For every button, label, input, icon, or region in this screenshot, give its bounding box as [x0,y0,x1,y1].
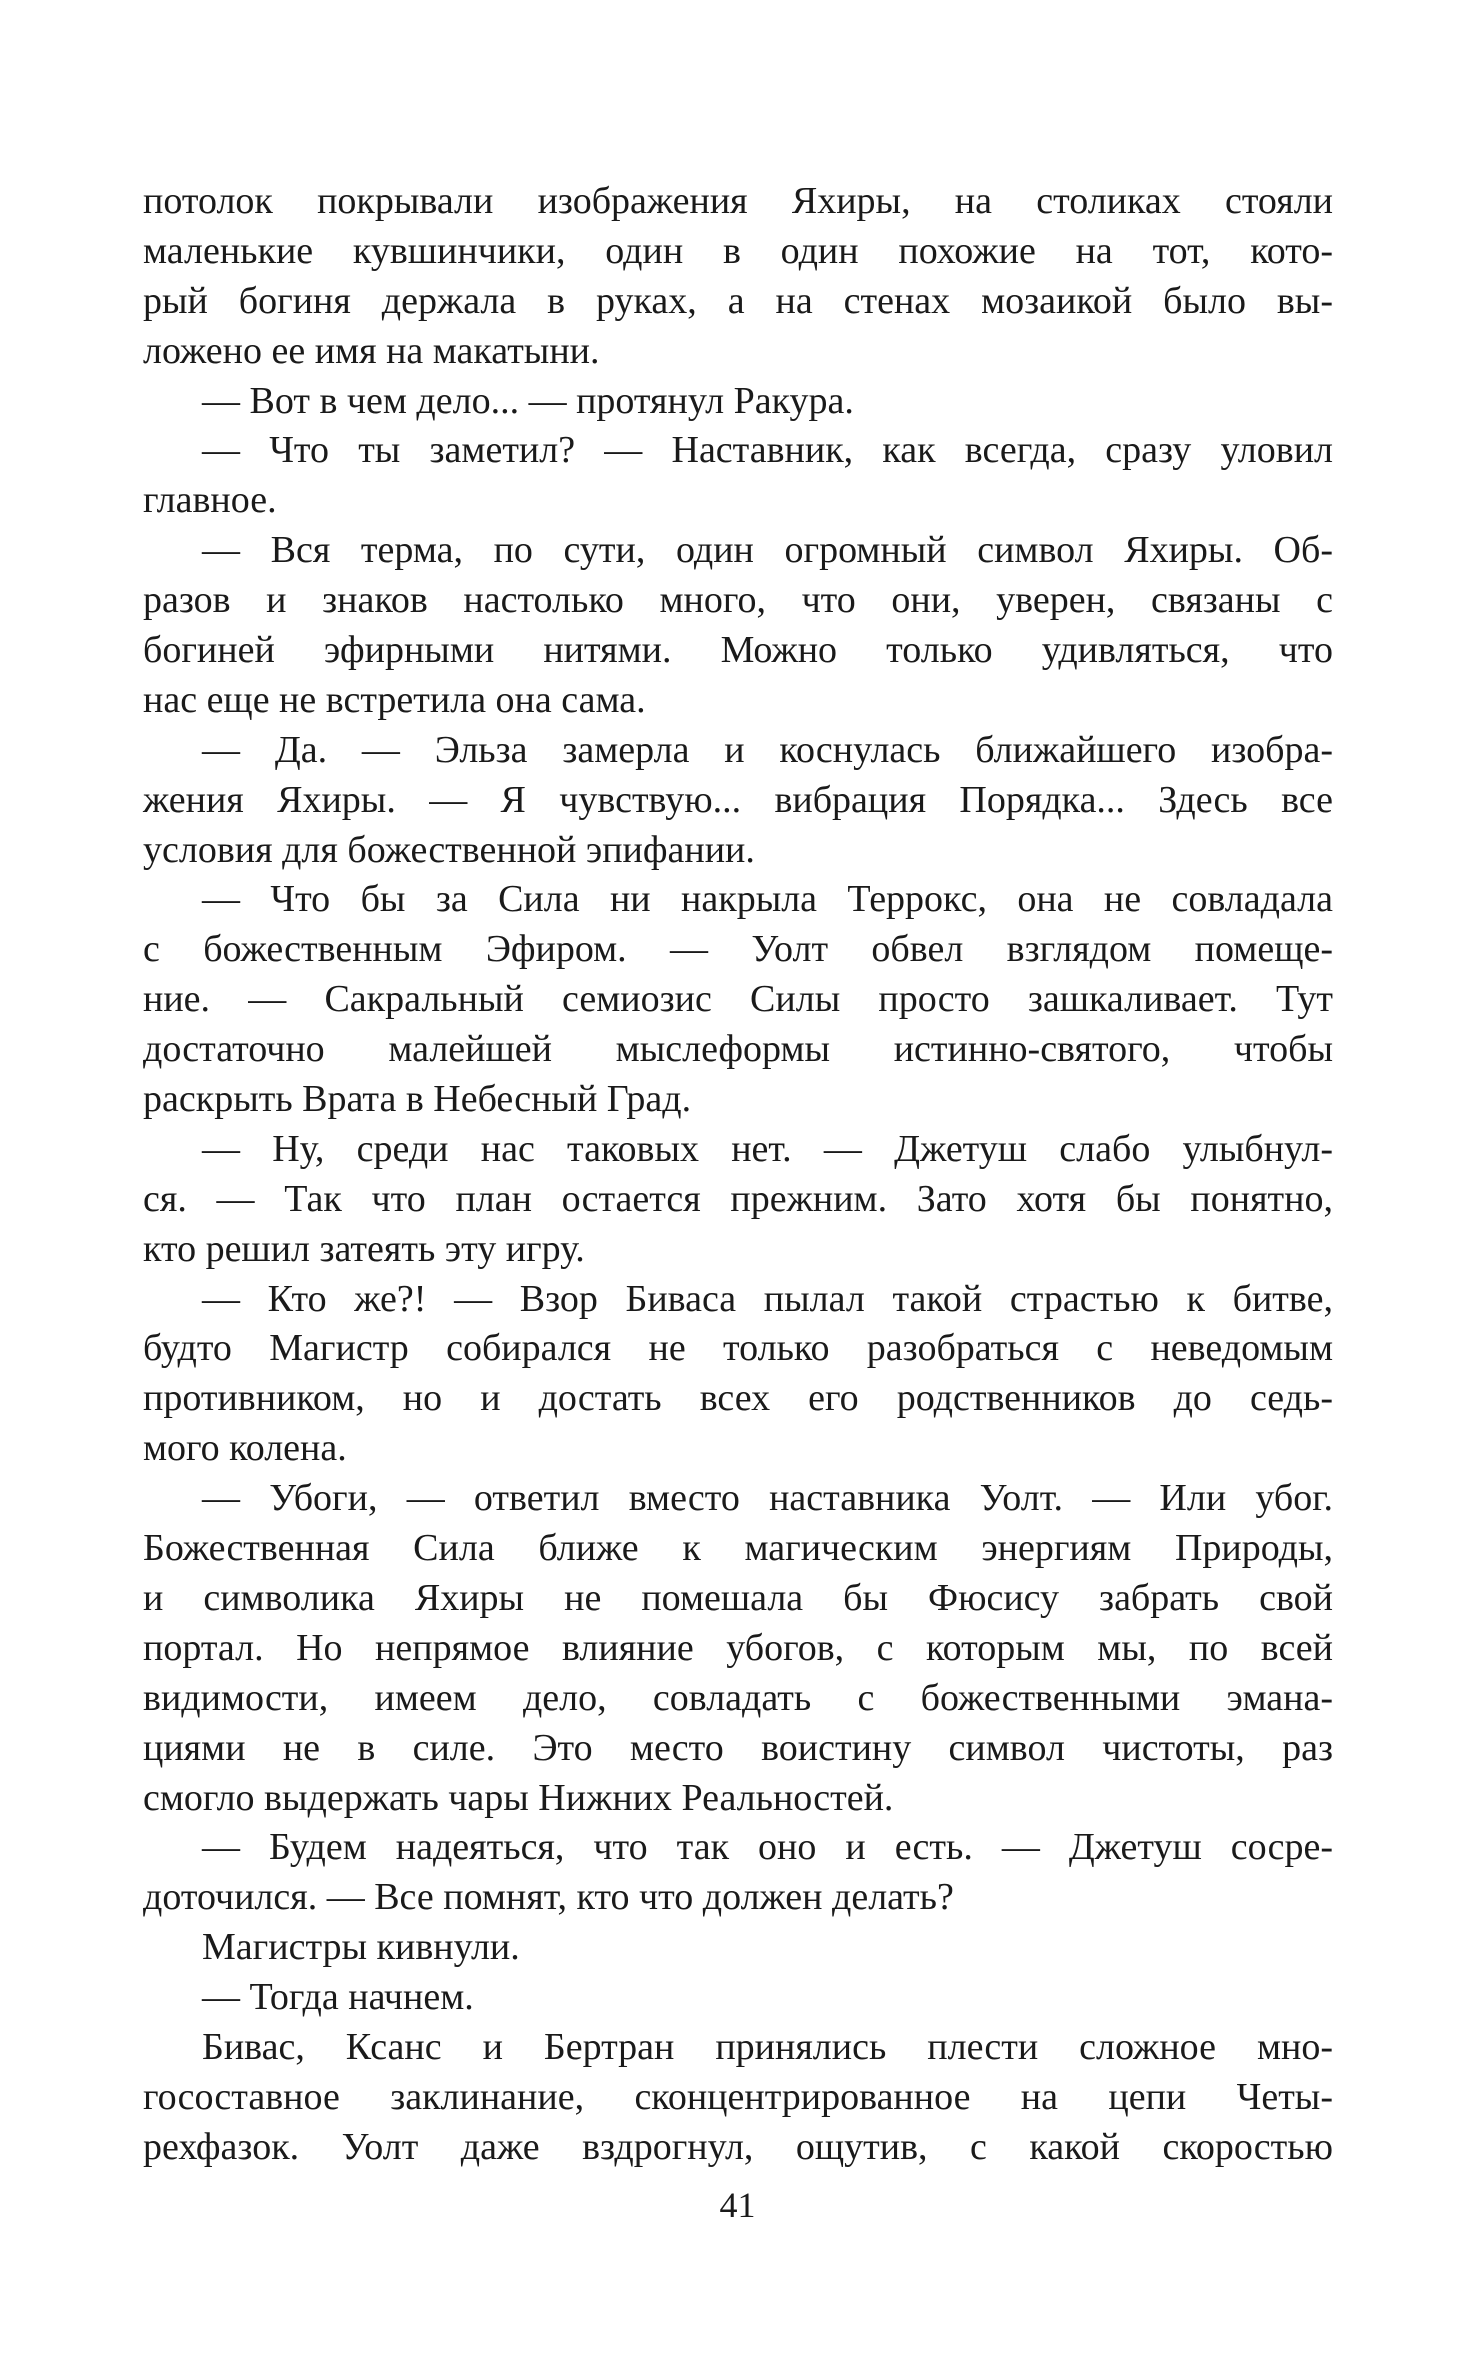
page-number: 41 [719,2185,756,2225]
text-line: — Вся терма, по сути, один огромный символ Яхиры. Об- [202,529,1333,572]
text-line: — Вот в чем дело... — протянул Ракура. [202,379,854,422]
text-line: жения Яхиры. — Я чувствую... вибрация Порядка... Здесь все [143,778,1333,821]
text-line: потолок покрывали изображения Яхиры, на столиках стояли [143,180,1333,222]
text-line: рый богиня держала в руках, а на стенах мозаикой было вы- [143,279,1333,322]
text-line: — Да. — Эльза замерла и коснулась ближайшего изобра- [202,728,1333,771]
text-line: кто решил затеять эту игру. [143,1227,585,1270]
text-line: рехфазок. Уолт даже вздрогнул, ощутив, с какой скоростью [143,2125,1333,2168]
text-line: Бивас, Ксанс и Бертран принялись плести сложное мно- [202,2025,1333,2068]
text-line: ние. — Сакральный семиозис Силы просто зашкаливает. Тут [143,978,1333,1021]
text-line: ложено ее имя на макатыни. [143,329,600,372]
text-line: нас еще не встретила она сама. [143,678,646,721]
text-line: с божественным Эфиром. — Уолт обвел взглядом помеще- [143,928,1333,971]
text-line: — Что бы за Сила ни накрыла Террокс, она не совладала [202,878,1333,921]
text-line: мого колена. [143,1427,347,1470]
text-line: разов и знаков настолько много, что они, уверен, связаны с [143,579,1333,622]
text-line: раскрыть Врата в Небесный Град. [143,1078,692,1121]
text-line: богиней эфирными нитями. Можно только удивляться, что [143,629,1333,672]
text-line: смогло выдержать чары Нижних Реальностей. [143,1776,894,1819]
text-line: условия для божественной эпифании. [143,828,755,871]
text-line: циями не в силе. Это место воистину символ чистоты, раз [143,1726,1333,1769]
body-text [143,177,1333,2173]
text-line: — Будем надеяться, что так оно и есть. — Джетуш сосре- [202,1826,1333,1869]
text-line: портал. Но непрямое влияние убогов, с которым мы, по всей [143,1626,1333,1669]
text-line: — Кто же?! — Взор Биваса пылал такой страстью к битве, [202,1277,1333,1320]
text-line: маленькие кувшинчики, один в один похожие на тот, кото- [143,229,1333,272]
text-line: Божественная Сила ближе к магическим энергиям Природы, [143,1527,1333,1570]
text-line: видимости, имеем дело, совладать с божественными эмана- [143,1676,1333,1719]
text-line: главное. [143,479,277,522]
text-line: доточился. — Все помнят, кто что должен делать? [143,1876,954,1919]
text-line: — Убоги, — ответил вместо наставника Уолт. — Или убог. [202,1477,1333,1520]
text-line: — Ну, среди нас таковых нет. — Джетуш слабо улыбнул- [202,1127,1333,1170]
text-line: будто Магистр собирался не только разобраться с неведомым [143,1327,1333,1370]
text-line: ся. — Так что план остается прежним. Зато хотя бы понятно, [143,1177,1333,1220]
text-line: противником, но и достать всех его родственников до седь- [143,1377,1333,1420]
text-line: — Что ты заметил? — Наставник, как всегда, сразу уловил [202,429,1333,472]
text-line: достаточно малейшей мыслеформы истинно-святого, чтобы [143,1028,1333,1071]
text-line: Магистры кивнули. [202,1926,520,1969]
text-line: — Тогда начнем. [202,1976,474,2019]
text-line: и символика Яхиры не помешала бы Фюсису забрать свой [143,1576,1333,1619]
text-line: госоставное заклинание, сконцентрированное на цепи Четы- [143,2075,1333,2118]
